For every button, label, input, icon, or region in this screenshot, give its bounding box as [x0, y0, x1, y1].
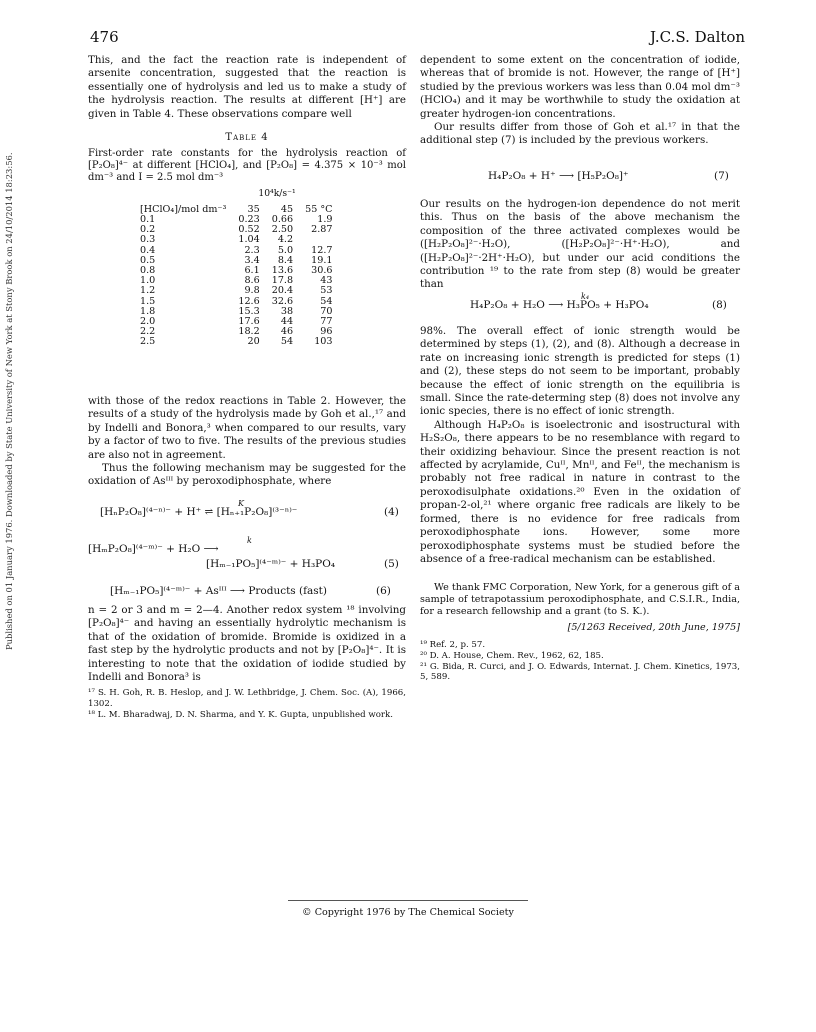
right-paragraph-3: Our results on the hydrogen-ion dependence do not merit this. Thus on the basis of the above mechanism the composition of the three activated complexes would be ([H₂P₂O₈]²⁻·H₂O), ([H₂P₂O₈]²⁻·H⁺·H₂O), and ([H₂P₂O₈]²⁻·2H⁺·H₂O), but under our acid conditions the contribution ¹⁹ to the rate from step (8) would be greater than [420, 198, 740, 291]
table-cell: 20 [247, 336, 260, 348]
equation-5-line-2: [Hₘ₋₁PO₅]⁽⁴⁻ᵐ⁾⁻ + H₃PO₄ [206, 558, 336, 570]
table-cell: 70 [320, 305, 333, 317]
table-row [140, 276, 339, 286]
equation-5-line-1: [HₘP₂O₈]⁽⁴⁻ᵐ⁾⁻ + H₂O ⟶ [88, 543, 219, 555]
table-cell: 9.8 [244, 285, 260, 297]
table-rate-label: 10⁴k/s⁻¹ [258, 188, 296, 200]
table-row [140, 256, 339, 266]
download-watermark-text: Published on 01 January 1976. Downloaded by State University of New York at Stony Brook on 24/10/2014 18:23:56. [4, 152, 14, 650]
table-cell: 44 [280, 316, 294, 328]
table-cell: 54 [320, 295, 333, 307]
received-date: [5/1263 Received, 20th June, 1975] [567, 622, 740, 634]
table-cell: 0.52 [238, 224, 260, 236]
left-paragraph-4: n = 2 or 3 and m = 2—4. Another redox system ¹⁸ involving [P₂O₈]⁴⁻ and having an essentially hydrolytic mechanism is that of the oxidation of bromide. Bromide is oxidized in a fast step by the hydrolytic products and not by [P₂O₈]⁴⁻. It is interesting to note that the oxidation of iodide studied by Indelli and Bonora³ is [88, 604, 406, 684]
copyright-footer: © Copyright 1976 by The Chemical Society [302, 907, 514, 918]
equation-8-text: H₄P₂O₈ + H₂O ⟶ H₃PO₅ + H₃PO₄ [470, 299, 649, 311]
rate-constant-table [140, 205, 339, 348]
right-paragraph-4: 98%. The overall effect of ionic strength would be determined by steps (1), (2), and (8). Although a decrease in rate on increasing ionic strength is predicted for steps (1) and (2), these steps do not seem to be important, probably because the effect of ionic strength on the equilibria is small. Since the rate-determing step (8) does not involve any ionic species, there is no effect of ionic strength. [420, 325, 740, 418]
table-cell: 13.6 [271, 265, 294, 277]
table-cell: 1.0 [140, 275, 156, 287]
right-column-mid [420, 198, 740, 292]
right-paragraph-2: Our results differ from those of Goh et al.¹⁷ in that the additional step (7) is included by the previous workers. [420, 121, 740, 147]
table-cell: 12.7 [311, 244, 333, 256]
table-row [140, 337, 339, 347]
left-references [88, 688, 406, 720]
table-cell: 6.1 [244, 265, 260, 277]
equation-6 [110, 584, 400, 599]
left-column-lower [88, 395, 406, 489]
table-cell: 0.3 [140, 234, 156, 246]
table-title: Table 4 [225, 132, 269, 144]
table-cell: 3.4 [244, 254, 260, 266]
table-cell: 43 [320, 275, 333, 287]
right-references [420, 640, 740, 682]
right-paragraph-1: dependent to some extent on the concentration of iodide, whereas that of bromide is not. However, the range of [H⁺] studied by the previous workers was less than 0.04 mol dm⁻³ (HClO₄) and it may be worthwhile to study the oxidation at greater hydrogen-ion concentrations. [420, 54, 740, 120]
table-cell: 30.6 [311, 265, 333, 277]
table-cell: 0.2 [140, 224, 156, 236]
table-cell: 12.6 [238, 295, 260, 307]
table-cell: 19.1 [311, 254, 333, 266]
table-cell: 15.3 [238, 305, 260, 317]
table-cell: 2.50 [271, 224, 294, 236]
table-cell: 20.4 [271, 285, 294, 297]
table-header-cell: 35 [247, 203, 260, 215]
journal-title: J.C.S. Dalton [650, 28, 746, 46]
table-cell: 0.4 [140, 244, 156, 256]
table-cell: 1.9 [317, 214, 333, 226]
equation-6-number: (6) [376, 585, 391, 597]
table-cell: 77 [320, 316, 333, 328]
table-cell: 54 [280, 336, 294, 348]
table-body [140, 215, 339, 348]
right-column [420, 54, 740, 148]
table-caption: First-order rate constants for the hydrolysis reaction of [P₂O₈]⁴⁻ at different [HClO₄], and [P₂O₈] = 4.375 × 10⁻³ mol dm⁻³ and I = 2.5 mol dm⁻³ [88, 148, 406, 184]
equation-8 [470, 292, 742, 313]
equation-5-constant: k [247, 536, 252, 545]
left-paragraph-3: Thus the following mechanism may be suggested for the oxidation of Asᴵᴵᴵ by peroxodiphosphate, where [88, 462, 406, 488]
table-header-cell: 55 °C [305, 203, 333, 215]
table-cell: 17.8 [271, 275, 294, 287]
table-cell: 0.23 [238, 214, 260, 226]
table-cell: 8.4 [277, 254, 294, 266]
right-column-lower [420, 325, 740, 683]
equation-7-text: H₄P₂O₈ + H⁺ ⟶ [H₅P₂O₈]⁺ [488, 170, 629, 182]
table-cell: 0.1 [140, 214, 156, 226]
table-header-cell: [HClO₄]/mol dm⁻³ [140, 203, 227, 215]
left-column-end [88, 604, 406, 720]
download-watermark [4, 130, 18, 650]
equation-4 [100, 499, 400, 520]
table-cell: 46 [280, 326, 294, 338]
table-cell: 2.87 [311, 224, 333, 236]
equation-7-number: (7) [714, 170, 729, 182]
table-cell: 1.5 [140, 295, 156, 307]
left-paragraph-1: This, and the fact the reaction rate is independent of arsenite concentration, suggested that the reaction is essentially one of hydrolysis and led us to make a study of the hydrolysis reaction. The results at different [H⁺] are given in Table 4. These observations compare well [88, 54, 406, 120]
equation-8-constant: k₄ [581, 292, 590, 301]
table-cell: 32.6 [271, 295, 294, 307]
table-cell: 96 [320, 326, 333, 338]
reference-21: ²¹ G. Bida, R. Curci, and J. O. Edwards, Internat. J. Chem. Kinetics, 1973, 5, 589. [420, 661, 740, 683]
table-cell: 2.2 [140, 326, 156, 338]
acknowledgement: We thank FMC Corporation, New York, for a generous gift of a sample of tetrapotassium peroxodiphosphate, and C.S.I.R., India, for a research fellowship and a grant (to S. K.). [420, 582, 740, 618]
equation-6-text: [Hₘ₋₁PO₅]⁽⁴⁻ᵐ⁾⁻ + Asᴵᴵᴵ ⟶ Products (fast) [110, 585, 327, 597]
table-row [140, 327, 339, 337]
reference-19: ¹⁹ Ref. 2, p. 57. [420, 640, 486, 651]
left-paragraph-2: with those of the redox reactions in Table 2. However, the results of a study of the hydrolysis made by Goh et al.,¹⁷ and by Indelli and Bonora,³ when compared to our results, vary by a factor of two to five. The results of the previous studies are also not in agreement. [88, 395, 406, 461]
table-header-cell: 45 [280, 203, 294, 215]
reference-17: ¹⁷ S. H. Goh, R. B. Heslop, and J. W. Lethbridge, J. Chem. Soc. (A), 1966, 1302. [88, 688, 406, 710]
table-cell: 2.5 [140, 336, 156, 348]
table-cell: 103 [314, 336, 333, 348]
left-column [88, 54, 406, 348]
equation-7 [488, 169, 743, 184]
table-cell: 5.0 [277, 244, 294, 256]
table-cell: 2.3 [244, 244, 260, 256]
table-cell: 53 [320, 285, 333, 297]
page-number: 476 [90, 28, 119, 46]
equation-5 [88, 536, 399, 572]
table-cell: 1.04 [238, 234, 260, 246]
table-cell: 0.66 [271, 214, 294, 226]
table-cell: 2.0 [140, 316, 156, 328]
equation-4-number: (4) [384, 506, 399, 518]
table-cell: 18.2 [238, 326, 260, 338]
equation-4-text: [HₙP₂O₈]⁽⁴⁻ⁿ⁾⁻ + H⁺ ⇌ [Hₙ₊₁P₂O₈]⁽³⁻ⁿ⁾⁻ [100, 506, 298, 518]
table-cell: 0.5 [140, 254, 156, 266]
table-cell: 4.2 [277, 234, 294, 246]
reference-18: ¹⁸ L. M. Bharadwaj, D. N. Sharma, and Y. K. Gupta, unpublished work. [88, 709, 393, 720]
table-cell: 38 [280, 305, 294, 317]
equation-4-constant: K [238, 499, 244, 508]
table-row [140, 246, 339, 256]
equation-8-number: (8) [712, 299, 727, 311]
table-row [140, 235, 339, 245]
table-row [140, 266, 339, 276]
footer-rule [288, 900, 528, 901]
equation-5-number: (5) [384, 558, 399, 570]
right-paragraph-5: Although H₄P₂O₈ is isoelectronic and isostructural with H₂S₂O₈, there appears to be no resemblance with regard to their oxidizing behaviour. Since the present reaction is not affected by acrylamide, Cuᴵᴵ, Mnᴵᴵ, and Feᴵᴵ, the mechanism is probably not free radical in nature in contrast to the peroxodisulphate oxidations.²⁰ Even in the oxidation of propan-2-ol,²¹ where organic free radicals are likely to be formed, there is no evidence for free radicals from peroxodiphosphate ions. However, some more peroxodiphosphate systems must be studied before the absence of a free-radical mechanism can be established. [420, 418, 740, 565]
table-cell: 0.8 [140, 265, 156, 277]
table-cell: 1.2 [140, 285, 156, 297]
table-cell: 17.6 [238, 316, 260, 328]
table-cell: 1.8 [140, 305, 156, 317]
reference-20: ²⁰ D. A. House, Chem. Rev., 1962, 62, 185. [420, 650, 604, 661]
table-cell: 8.6 [244, 275, 260, 287]
